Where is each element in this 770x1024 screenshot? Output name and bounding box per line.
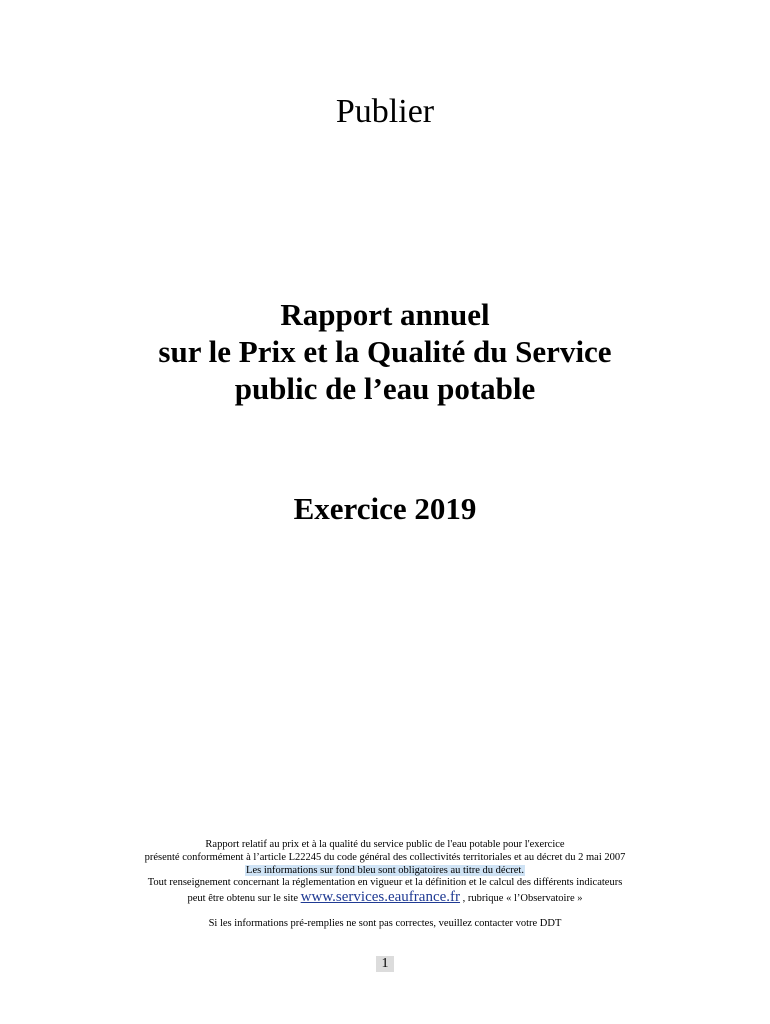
footer-line-2: présenté conformément à l’article L22245 du code général des collectivités territoriales et au décret du 2 mai 2007 — [144, 851, 626, 863]
footer-highlight-line — [0, 865, 770, 878]
report-title-line-2: sur le Prix et la Qualité du Service — [158, 334, 612, 369]
services-eaufrance-link[interactable]: www.services.eaufrance.fr — [300, 889, 461, 906]
contact-note: Si les informations pré-remplies ne sont pas correctes, veuillez contacter votre DDT — [208, 917, 562, 929]
footer-line-1: Rapport relatif au prix et à la qualité du service public de l'eau potable pour l'exercice — [205, 839, 565, 850]
report-title — [0, 296, 770, 407]
report-title-line-1: Rapport annuel — [280, 297, 490, 332]
report-title-line-3: public de l’eau potable — [234, 371, 536, 406]
page-number: 1 — [376, 956, 394, 972]
publish-label: Publier — [335, 93, 435, 130]
footer-notes — [0, 839, 770, 931]
site-prefix: peut être obtenu sur le site — [187, 893, 299, 905]
exercise-year: Exercice 2019 — [293, 491, 477, 526]
footer-line-4: Tout renseignement concernant la réglementation en vigueur et la définition et le calcul des différents indicateurs — [147, 877, 623, 889]
site-suffix: , rubrique « l’Observatoire » — [462, 893, 583, 905]
footer-site-line — [0, 891, 770, 906]
mandatory-info-note: Les informations sur fond bleu sont obligatoires au titre du décret. — [246, 864, 524, 876]
